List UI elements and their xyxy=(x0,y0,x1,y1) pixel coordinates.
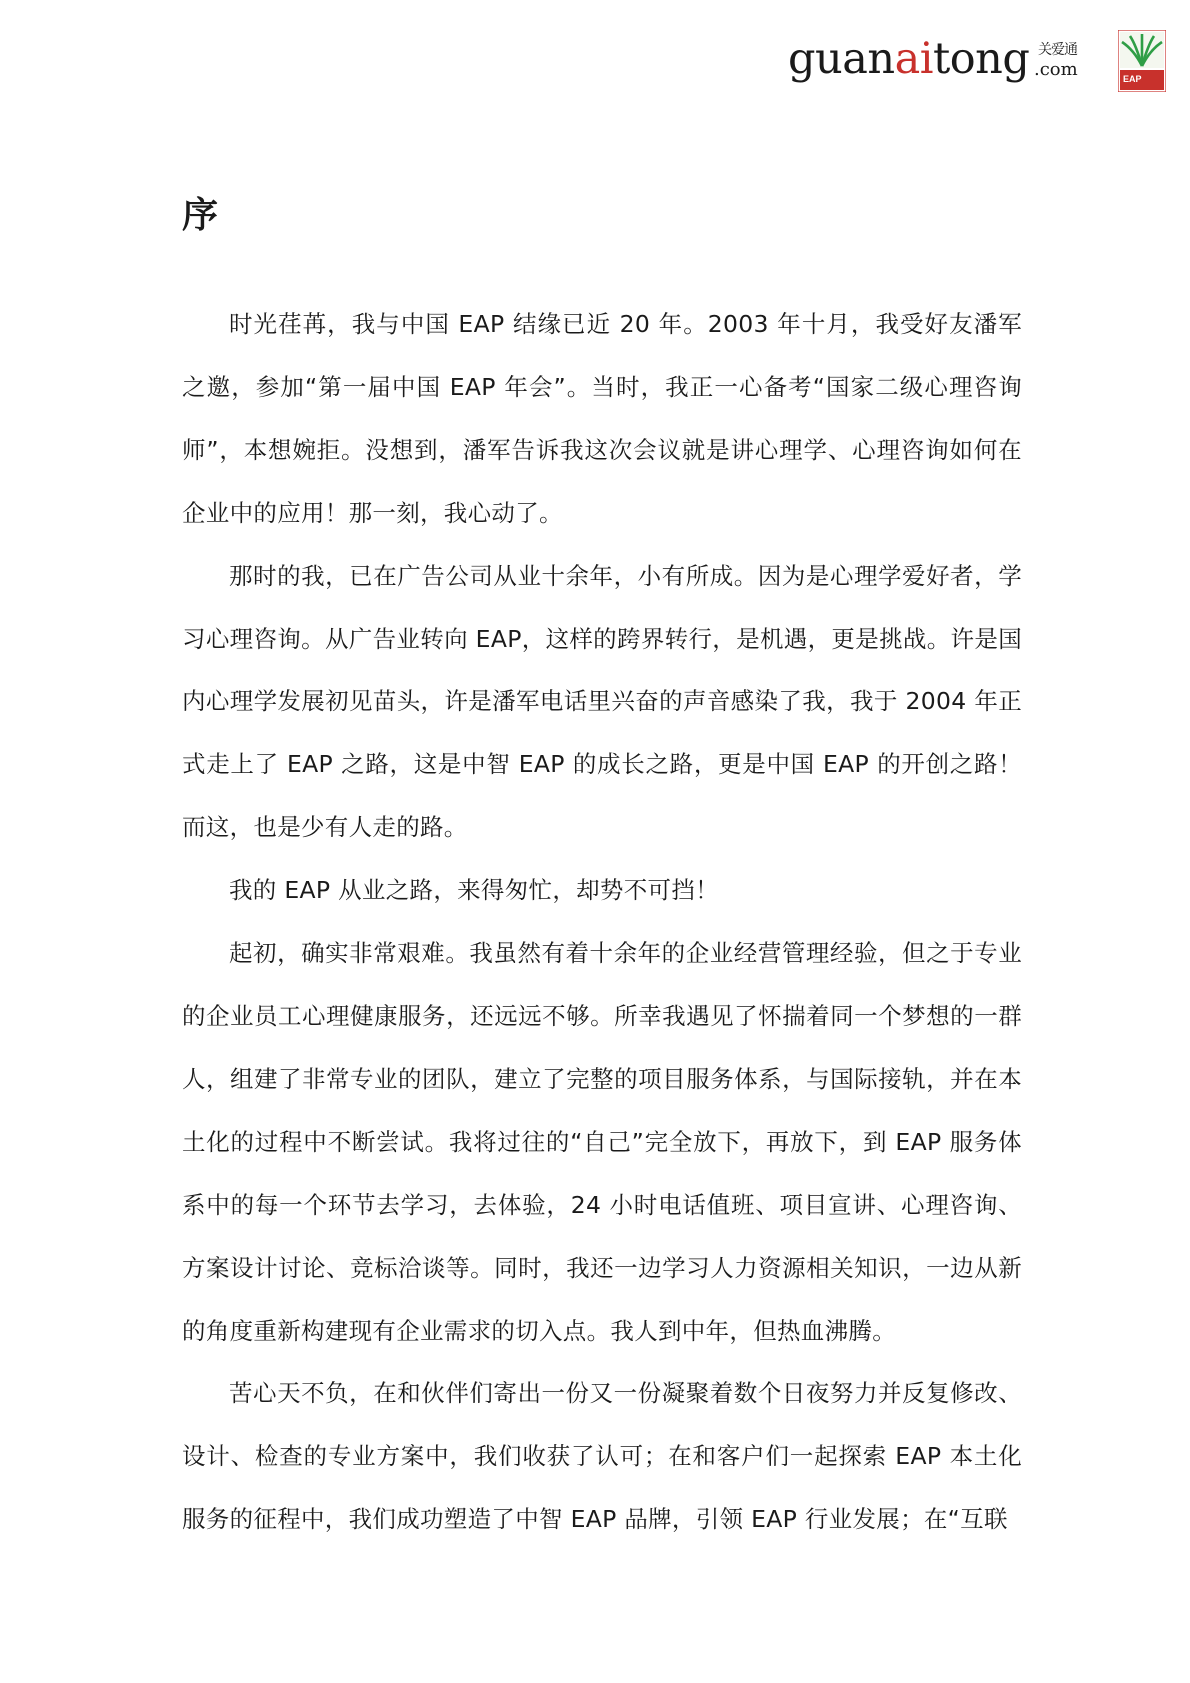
paragraph: 我的 EAP 从业之路，来得匆忙，却势不可挡！ xyxy=(229,876,719,905)
paragraph: 那时的我，已在广告公司从业十余年，小有所成。因为是心理学爱好者，学习心理咨询。从广告业转向 EAP，这样的跨界转行，是机遇，更是挑战。许是国内心理学发展初见苗头，许是潘军电话里兴奋的声音感染了我，我于 2004 年正式走上了 EAP 之路，这是中智 EAP 的成长之路，更是中国 EAP 的开创之路！而这，也是少有人走的路。 xyxy=(182,561,1022,842)
page-title: 序 xyxy=(182,195,219,236)
body-text xyxy=(182,293,1022,1551)
logo-domain: .com xyxy=(1034,59,1078,80)
logo-word-part: guan xyxy=(788,34,895,84)
paragraph: 苦心天不负，在和伙伴们寄出一份又一份凝聚着数个日夜努力并反复修改、设计、检查的专业方案中，我们收获了认可；在和客户们一起探索 EAP 本土化服务的征程中，我们成功塑造了中智 EAP 品牌，引领 EAP 行业发展；在“互联 xyxy=(182,1379,1022,1534)
paragraph: 时光荏苒，我与中国 EAP 结缘已近 20 年。2003 年十月，我受好友潘军之邀，参加“第一届中国 EAP 年会”。当时，我正一心备考“国家二级心理咨询师”，本想婉拒。没想到，潘军告诉我这次会议就是讲心理学、心理咨询如何在企业中的应用！那一刻，我心动了。 xyxy=(182,310,1022,527)
logo-chinese-name: 关爱通 xyxy=(1038,42,1077,58)
logo-wordmark xyxy=(788,34,1029,84)
paragraph: 起初，确实非常艰难。我虽然有着十余年的企业经营管理经验，但之于专业的企业员工心理健康服务，还远远不够。所幸我遇见了怀揣着同一个梦想的一群人，组建了非常专业的团队，建立了完整的项目服务体系，与国际接轨，并在本土化的过程中不断尝试。我将过往的“自己”完全放下，再放下，到 EAP 服务体系中的每一个环节去学习，去体验，24 小时电话值班、项目宣讲、心理咨询、方案设计讨论、竞标洽谈等。同时，我还一边学习人力资源相关知识，一边从新的角度重新构建现有企业需求的切入点。我人到中年，但热血沸腾。 xyxy=(182,939,1022,1345)
eap-badge-label: EAP xyxy=(1123,74,1142,84)
logo-word-accent: ai xyxy=(894,34,933,84)
eap-badge-icon xyxy=(1118,30,1166,92)
guanaitong-logo xyxy=(788,30,1088,90)
logo-word-part: tong xyxy=(932,34,1030,84)
